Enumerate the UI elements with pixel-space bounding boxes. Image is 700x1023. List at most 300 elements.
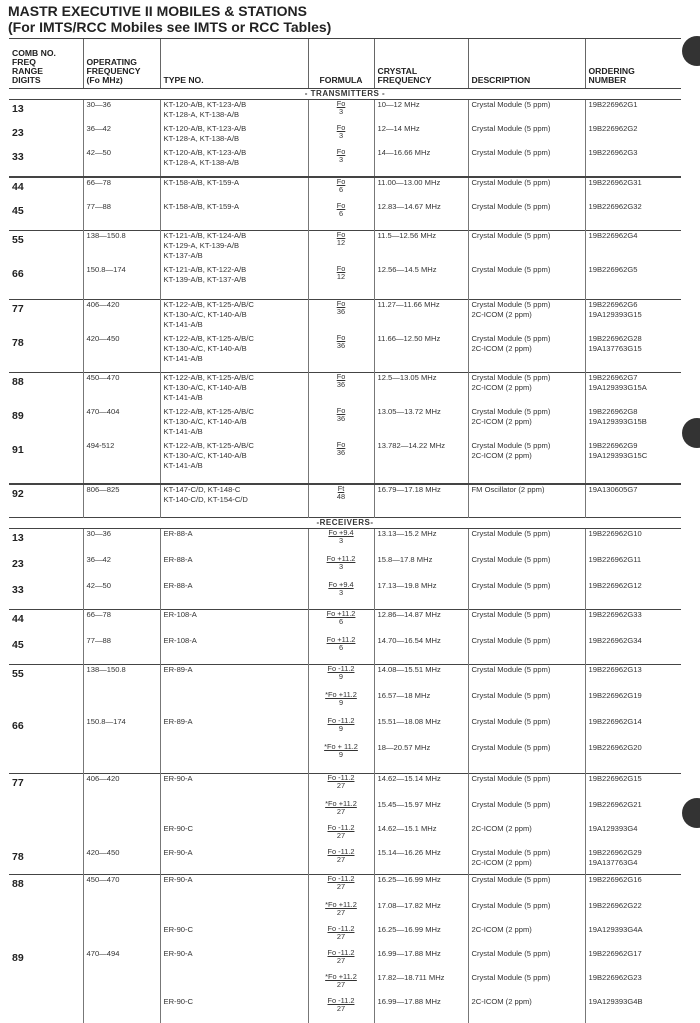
description-cell: 2C-ICOM (2 ppm) <box>468 824 585 848</box>
type-no-cell <box>160 691 308 717</box>
crystal-frequency-cell: 14.62—15.14 MHz <box>374 774 468 801</box>
formula-numerator: Fo +9.4 <box>328 529 353 537</box>
formula-denominator: 6 <box>337 210 346 218</box>
formula-cell <box>308 636 374 665</box>
formula-denominator: 3 <box>328 537 353 545</box>
operating-frequency-cell: 30—36 <box>83 529 160 556</box>
formula-fraction <box>327 636 356 651</box>
crystal-frequency-cell: 11.27—11.66 MHz <box>374 300 468 335</box>
comb-no-cell: 66 <box>9 265 83 300</box>
type-no-cell: KT-120-A/B, KT-123-A/B KT-128-A, KT-138-A/B <box>160 100 308 125</box>
formula-denominator: 27 <box>328 883 355 891</box>
ordering-number-cell: 19B226962G7 19A129393G15A <box>585 373 681 408</box>
crystal-frequency-cell: 14.70—16.54 MHz <box>374 636 468 665</box>
formula-cell <box>308 407 374 441</box>
formula-fraction <box>328 529 353 544</box>
formula-cell <box>308 177 374 202</box>
formula-numerator: Fo +11.2 <box>327 636 356 644</box>
title-line-2: (For IMTS/RCC Mobiles see IMTS or RCC Tables) <box>8 19 331 35</box>
ordering-number-cell: 19A130605G7 <box>585 484 681 518</box>
operating-frequency-cell: 42—50 <box>83 581 160 610</box>
formula-cell <box>308 484 374 518</box>
crystal-frequency-cell: 11.00—13.00 MHz <box>374 177 468 202</box>
formula-numerator: Fo <box>337 148 346 156</box>
crystal-frequency-cell: 11.66—12.50 MHz <box>374 334 468 373</box>
comb-no-cell: 23 <box>9 555 83 581</box>
ordering-number-cell: 19B226962G28 19A137763G15 <box>585 334 681 373</box>
header-description: DESCRIPTION <box>468 39 585 89</box>
table-row <box>9 717 681 743</box>
header-crystal-frequency: CRYSTAL FREQUENCY <box>374 39 468 89</box>
binder-hole-bottom <box>682 798 700 828</box>
description-cell: Crystal Module (5 ppm) <box>468 265 585 300</box>
formula-denominator: 36 <box>337 415 346 423</box>
description-cell: Crystal Module (5 ppm) <box>468 743 585 774</box>
formula-cell <box>308 973 374 997</box>
comb-no-cell: 88 <box>9 373 83 408</box>
table-row <box>9 824 681 848</box>
formula-numerator: Fo -11.2 <box>328 997 355 1005</box>
formula-numerator: *Fo +11.2 <box>325 691 357 699</box>
description-cell: Crystal Module (5 ppm) <box>468 901 585 925</box>
crystal-frequency-cell: 13.782—14.22 MHz <box>374 441 468 484</box>
table-row <box>9 973 681 997</box>
comb-no-cell: 78 <box>9 334 83 373</box>
ordering-number-cell: 19A129393G4 <box>585 824 681 848</box>
type-no-cell <box>160 901 308 925</box>
crystal-frequency-cell: 12.5—13.05 MHz <box>374 373 468 408</box>
operating-frequency-cell: 138—150.8 <box>83 665 160 692</box>
type-no-cell: KT-122-A/B, KT-125-A/B/C KT-130-A/C, KT-140-A/B KT-141-A/B <box>160 300 308 335</box>
operating-frequency-cell <box>83 824 160 848</box>
formula-cell <box>308 124 374 148</box>
description-cell: Crystal Module (5 ppm) <box>468 691 585 717</box>
crystal-frequency-cell: 12.83—14.67 MHz <box>374 202 468 231</box>
formula-cell <box>308 148 374 177</box>
header-formula: FORMULA <box>308 39 374 89</box>
type-no-cell: ER-90-A <box>160 875 308 902</box>
operating-frequency-cell: 77—88 <box>83 202 160 231</box>
formula-numerator: Fo +11.2 <box>327 610 356 618</box>
formula-numerator: Fo <box>337 202 346 210</box>
crystal-frequency-cell: 14—16.66 MHz <box>374 148 468 177</box>
table-row <box>9 774 681 801</box>
formula-numerator: Fo -11.2 <box>328 774 355 782</box>
formula-fraction <box>327 610 356 625</box>
formula-fraction <box>337 231 346 246</box>
description-cell: Crystal Module (5 ppm) <box>468 610 585 637</box>
page-title <box>8 3 331 35</box>
formula-fraction <box>337 334 346 349</box>
formula-cell <box>308 529 374 556</box>
crystal-frequency-cell: 16.25—16.99 MHz <box>374 925 468 949</box>
comb-no-cell <box>9 901 83 925</box>
formula-cell <box>308 717 374 743</box>
title-line-1: MASTR EXECUTIVE II MOBILES & STATIONS <box>8 3 331 19</box>
formula-numerator: *Fo +11.2 <box>325 973 357 981</box>
ordering-number-cell: 19B226962G17 <box>585 949 681 973</box>
description-cell: Crystal Module (5 ppm) <box>468 148 585 177</box>
table-row <box>9 441 681 484</box>
operating-frequency-cell: 150.8—174 <box>83 717 160 743</box>
table-row <box>9 875 681 902</box>
ordering-number-cell: 19B226962G15 <box>585 774 681 801</box>
description-cell: FM Oscillator (2 ppm) <box>468 484 585 518</box>
ordering-number-cell: 19B226962G33 <box>585 610 681 637</box>
type-no-cell: KT-122-A/B, KT-125-A/B/C KT-130-A/C, KT-140-A/B KT-141-A/B <box>160 441 308 484</box>
table-row <box>9 997 681 1023</box>
type-no-cell: KT-120-A/B, KT-123-A/B KT-128-A, KT-138-A/B <box>160 124 308 148</box>
header-type-no: TYPE NO. <box>160 39 308 89</box>
formula-denominator: 3 <box>337 108 346 116</box>
formula-numerator: *Fo +11.2 <box>325 901 357 909</box>
ordering-number-cell: 19B226962G2 <box>585 124 681 148</box>
comb-no-cell: 55 <box>9 231 83 266</box>
type-no-cell: KT-158-A/B, KT-159-A <box>160 177 308 202</box>
formula-fraction <box>337 485 345 500</box>
ordering-number-cell: 19B226962G10 <box>585 529 681 556</box>
description-cell: Crystal Module (5 ppm) 2C-ICOM (2 ppm) <box>468 300 585 335</box>
crystal-frequency-cell: 12.56—14.5 MHz <box>374 265 468 300</box>
crystal-frequency-cell: 13.05—13.72 MHz <box>374 407 468 441</box>
table-row <box>9 373 681 408</box>
type-no-cell: ER-108-A <box>160 610 308 637</box>
ordering-number-cell: 19B226962G8 19A129393G15B <box>585 407 681 441</box>
crystal-frequency-cell: 15.45—15.97 MHz <box>374 800 468 824</box>
operating-frequency-cell: 42—50 <box>83 148 160 177</box>
formula-numerator: Fo <box>337 407 346 415</box>
crystal-frequency-cell: 12.86—14.87 MHz <box>374 610 468 637</box>
table-row <box>9 691 681 717</box>
formula-numerator: Fo <box>337 231 346 239</box>
operating-frequency-cell: 450—470 <box>83 875 160 902</box>
ordering-number-cell: 19B226962G5 <box>585 265 681 300</box>
type-no-cell: ER-108-A <box>160 636 308 665</box>
type-no-cell: KT-147-C/D, KT-148-C KT-140-C/D, KT-154-C/D <box>160 484 308 518</box>
formula-cell <box>308 925 374 949</box>
table-row <box>9 800 681 824</box>
crystal-frequency-cell: 10—12 MHz <box>374 100 468 125</box>
ordering-number-cell: 19B226962G34 <box>585 636 681 665</box>
description-cell: Crystal Module (5 ppm) <box>468 800 585 824</box>
comb-no-cell: 33 <box>9 148 83 177</box>
formula-numerator: Fo +9.4 <box>328 581 353 589</box>
formula-cell <box>308 901 374 925</box>
operating-frequency-cell: 77—88 <box>83 636 160 665</box>
formula-denominator: 9 <box>328 673 355 681</box>
table-row <box>9 555 681 581</box>
type-no-cell: ER-89-A <box>160 665 308 692</box>
ordering-number-cell: 19B226962G20 <box>585 743 681 774</box>
operating-frequency-cell: 138—150.8 <box>83 231 160 266</box>
description-cell: Crystal Module (5 ppm) 2C-ICOM (2 ppm) <box>468 848 585 875</box>
table-row <box>9 334 681 373</box>
ordering-number-cell: 19B226962G4 <box>585 231 681 266</box>
formula-denominator: 36 <box>337 381 346 389</box>
type-no-cell: ER-90-A <box>160 774 308 801</box>
formula-numerator: Fo <box>337 178 346 186</box>
comb-no-cell <box>9 824 83 848</box>
table-row <box>9 636 681 665</box>
table-row <box>9 231 681 266</box>
crystal-frequency-cell: 16.57—18 MHz <box>374 691 468 717</box>
description-cell: Crystal Module (5 ppm) <box>468 581 585 610</box>
description-cell: Crystal Module (5 ppm) 2C-ICOM (2 ppm) <box>468 441 585 484</box>
description-cell: Crystal Module (5 ppm) <box>468 717 585 743</box>
ordering-number-cell: 19B226962G23 <box>585 973 681 997</box>
description-cell: Crystal Module (5 ppm) 2C-ICOM (2 ppm) <box>468 373 585 408</box>
operating-frequency-cell <box>83 997 160 1023</box>
description-cell: Crystal Module (5 ppm) <box>468 177 585 202</box>
crystal-frequency-cell: 18—20.57 MHz <box>374 743 468 774</box>
formula-fraction <box>328 875 355 890</box>
section-label: - TRANSMITTERS - <box>9 89 681 100</box>
operating-frequency-cell: 450—470 <box>83 373 160 408</box>
comb-no-cell <box>9 997 83 1023</box>
description-cell: Crystal Module (5 ppm) 2C-ICOM (2 ppm) <box>468 407 585 441</box>
type-no-cell: ER-88-A <box>160 555 308 581</box>
operating-frequency-cell: 66—78 <box>83 177 160 202</box>
operating-frequency-cell: 36—42 <box>83 555 160 581</box>
formula-numerator: Ft <box>337 485 345 493</box>
formula-denominator: 9 <box>328 725 355 733</box>
type-no-cell: KT-122-A/B, KT-125-A/B/C KT-130-A/C, KT-140-A/B KT-141-A/B <box>160 407 308 441</box>
formula-denominator: 6 <box>327 644 356 652</box>
formula-denominator: 6 <box>327 618 356 626</box>
table-row <box>9 202 681 231</box>
formula-denominator: 27 <box>328 832 355 840</box>
formula-fraction <box>337 373 346 388</box>
formula-fraction <box>325 901 357 916</box>
comb-no-cell: 44 <box>9 177 83 202</box>
crystal-frequency-cell: 16.25—16.99 MHz <box>374 875 468 902</box>
type-no-cell: KT-122-A/B, KT-125-A/B/C KT-130-A/C, KT-140-A/B KT-141-A/B <box>160 334 308 373</box>
type-no-cell <box>160 743 308 774</box>
formula-cell <box>308 665 374 692</box>
type-no-cell: ER-90-C <box>160 997 308 1023</box>
formula-cell <box>308 610 374 637</box>
formula-denominator: 9 <box>324 751 358 759</box>
comb-no-cell <box>9 925 83 949</box>
ordering-number-cell: 19B226962G19 <box>585 691 681 717</box>
formula-cell <box>308 373 374 408</box>
formula-fraction <box>328 581 353 596</box>
type-no-cell: KT-158-A/B, KT-159-A <box>160 202 308 231</box>
table-row <box>9 300 681 335</box>
section-header-row <box>9 518 681 529</box>
formula-numerator: Fo <box>337 373 346 381</box>
formula-denominator: 36 <box>337 308 346 316</box>
formula-denominator: 27 <box>328 1005 355 1013</box>
formula-fraction <box>337 178 346 193</box>
operating-frequency-cell <box>83 901 160 925</box>
formula-cell <box>308 875 374 902</box>
header-row <box>9 39 681 89</box>
comb-no-cell: 33 <box>9 581 83 610</box>
ordering-number-cell: 19B226962G21 <box>585 800 681 824</box>
description-cell: Crystal Module (5 ppm) <box>468 124 585 148</box>
crystal-frequency-cell: 11.5—12.56 MHz <box>374 231 468 266</box>
formula-fraction <box>328 824 355 839</box>
comb-no-cell <box>9 800 83 824</box>
operating-frequency-cell: 150.8—174 <box>83 265 160 300</box>
operating-frequency-cell <box>83 691 160 717</box>
formula-fraction <box>337 441 346 456</box>
formula-numerator: Fo -11.2 <box>328 848 355 856</box>
formula-fraction <box>328 717 355 732</box>
type-no-cell: KT-120-A/B, KT-123-A/B KT-128-A, KT-138-A/B <box>160 148 308 177</box>
comb-no-cell: 45 <box>9 202 83 231</box>
table-row <box>9 100 681 125</box>
table-row <box>9 743 681 774</box>
formula-cell <box>308 743 374 774</box>
ordering-number-cell: 19B226962G9 19A129393G15C <box>585 441 681 484</box>
ordering-number-cell: 19B226962G13 <box>585 665 681 692</box>
crystal-frequency-cell: 12—14 MHz <box>374 124 468 148</box>
description-cell: 2C-ICOM (2 ppm) <box>468 997 585 1023</box>
formula-denominator: 27 <box>325 909 357 917</box>
formula-fraction <box>328 997 355 1012</box>
ordering-number-cell: 19B226962G31 <box>585 177 681 202</box>
description-cell: Crystal Module (5 ppm) <box>468 202 585 231</box>
section-header-row <box>9 89 681 100</box>
crystal-frequency-cell: 17.82—18.711 MHz <box>374 973 468 997</box>
comb-no-cell: 66 <box>9 717 83 743</box>
formula-fraction <box>328 848 355 863</box>
formula-fraction <box>337 100 346 115</box>
description-cell: Crystal Module (5 ppm) <box>468 665 585 692</box>
comb-no-cell: 77 <box>9 300 83 335</box>
description-cell: Crystal Module (5 ppm) <box>468 555 585 581</box>
ordering-number-cell: 19B226962G11 <box>585 555 681 581</box>
formula-cell <box>308 848 374 875</box>
operating-frequency-cell: 420—450 <box>83 848 160 875</box>
formula-numerator: Fo <box>337 265 346 273</box>
table-row <box>9 925 681 949</box>
formula-denominator: 12 <box>337 239 346 247</box>
comb-no-cell: 89 <box>9 407 83 441</box>
table-row <box>9 901 681 925</box>
formula-cell <box>308 774 374 801</box>
formula-numerator: Fo -11.2 <box>328 949 355 957</box>
crystal-frequency-cell: 16.99—17.88 MHz <box>374 949 468 973</box>
formula-numerator: Fo +11.2 <box>327 555 356 563</box>
formula-fraction <box>337 407 346 422</box>
description-cell: Crystal Module (5 ppm) <box>468 100 585 125</box>
formula-cell <box>308 949 374 973</box>
operating-frequency-cell: 420—450 <box>83 334 160 373</box>
description-cell: Crystal Module (5 ppm) <box>468 529 585 556</box>
binder-hole-middle <box>682 418 700 448</box>
comb-no-cell: 91 <box>9 441 83 484</box>
formula-fraction <box>325 691 357 706</box>
comb-no-cell: 88 <box>9 875 83 902</box>
description-cell: Crystal Module (5 ppm) <box>468 231 585 266</box>
description-cell: Crystal Module (5 ppm) <box>468 949 585 973</box>
type-no-cell: ER-90-A <box>160 848 308 875</box>
formula-cell <box>308 334 374 373</box>
comb-no-cell: 55 <box>9 665 83 692</box>
table-row <box>9 148 681 177</box>
formula-numerator: Fo <box>337 100 346 108</box>
type-no-cell: KT-122-A/B, KT-125-A/B/C KT-130-A/C, KT-140-A/B KT-141-A/B <box>160 373 308 408</box>
ordering-number-cell: 19B226962G22 <box>585 901 681 925</box>
table-row <box>9 848 681 875</box>
formula-denominator: 36 <box>337 449 346 457</box>
formula-denominator: 27 <box>325 808 357 816</box>
formula-cell <box>308 265 374 300</box>
type-no-cell: KT-121-A/B, KT-124-A/B KT-129-A, KT-139-A/B KT-137-A/B <box>160 231 308 266</box>
formula-fraction <box>328 774 355 789</box>
description-cell: Crystal Module (5 ppm) <box>468 636 585 665</box>
type-no-cell: ER-90-A <box>160 949 308 973</box>
formula-denominator: 9 <box>325 699 357 707</box>
binder-hole-top <box>682 36 700 66</box>
crystal-frequency-cell: 16.79—17.18 MHz <box>374 484 468 518</box>
crystal-frequency-cell: 14.08—15.51 MHz <box>374 665 468 692</box>
formula-cell <box>308 581 374 610</box>
description-cell: 2C-ICOM (2 ppm) <box>468 925 585 949</box>
formula-cell <box>308 300 374 335</box>
crystal-frequency-cell: 15.14—16.26 MHz <box>374 848 468 875</box>
operating-frequency-cell <box>83 800 160 824</box>
description-cell: Crystal Module (5 ppm) <box>468 774 585 801</box>
type-no-cell <box>160 800 308 824</box>
comb-no-cell: 13 <box>9 100 83 125</box>
formula-cell <box>308 555 374 581</box>
table-row <box>9 177 681 202</box>
ordering-number-cell: 19B226962G29 19A137763G4 <box>585 848 681 875</box>
comb-no-cell <box>9 973 83 997</box>
ordering-number-cell: 19B226962G12 <box>585 581 681 610</box>
formula-denominator: 27 <box>325 981 357 989</box>
formula-numerator: Fo -11.2 <box>328 925 355 933</box>
formula-fraction <box>337 124 346 139</box>
formula-fraction <box>337 265 346 280</box>
table-row <box>9 124 681 148</box>
formula-cell <box>308 202 374 231</box>
crystal-frequency-cell: 15.51—18.08 MHz <box>374 717 468 743</box>
formula-cell <box>308 824 374 848</box>
ordering-number-cell: 19B226962G3 <box>585 148 681 177</box>
formula-numerator: Fo -11.2 <box>328 875 355 883</box>
type-no-cell: KT-121-A/B, KT-122-A/B KT-139-A/B, KT-137-A/B <box>160 265 308 300</box>
formula-numerator: Fo <box>337 124 346 132</box>
comb-no-cell: 45 <box>9 636 83 665</box>
operating-frequency-cell: 494-512 <box>83 441 160 484</box>
formula-fraction <box>337 202 346 217</box>
formula-denominator: 12 <box>337 273 346 281</box>
header-ordering-number: ORDERING NUMBER <box>585 39 681 89</box>
formula-fraction <box>328 665 355 680</box>
formula-fraction <box>324 743 358 758</box>
comb-no-cell: 23 <box>9 124 83 148</box>
table-row <box>9 610 681 637</box>
type-no-cell: ER-88-A <box>160 581 308 610</box>
formula-numerator: Fo <box>337 300 346 308</box>
table-row <box>9 581 681 610</box>
operating-frequency-cell: 406—420 <box>83 774 160 801</box>
formula-denominator: 36 <box>337 342 346 350</box>
formula-fraction <box>327 555 356 570</box>
table-row <box>9 529 681 556</box>
formula-fraction <box>328 949 355 964</box>
crystal-frequency-cell: 14.62—15.1 MHz <box>374 824 468 848</box>
operating-frequency-cell <box>83 743 160 774</box>
formula-fraction <box>328 925 355 940</box>
formula-denominator: 48 <box>337 493 345 501</box>
formula-cell <box>308 100 374 125</box>
